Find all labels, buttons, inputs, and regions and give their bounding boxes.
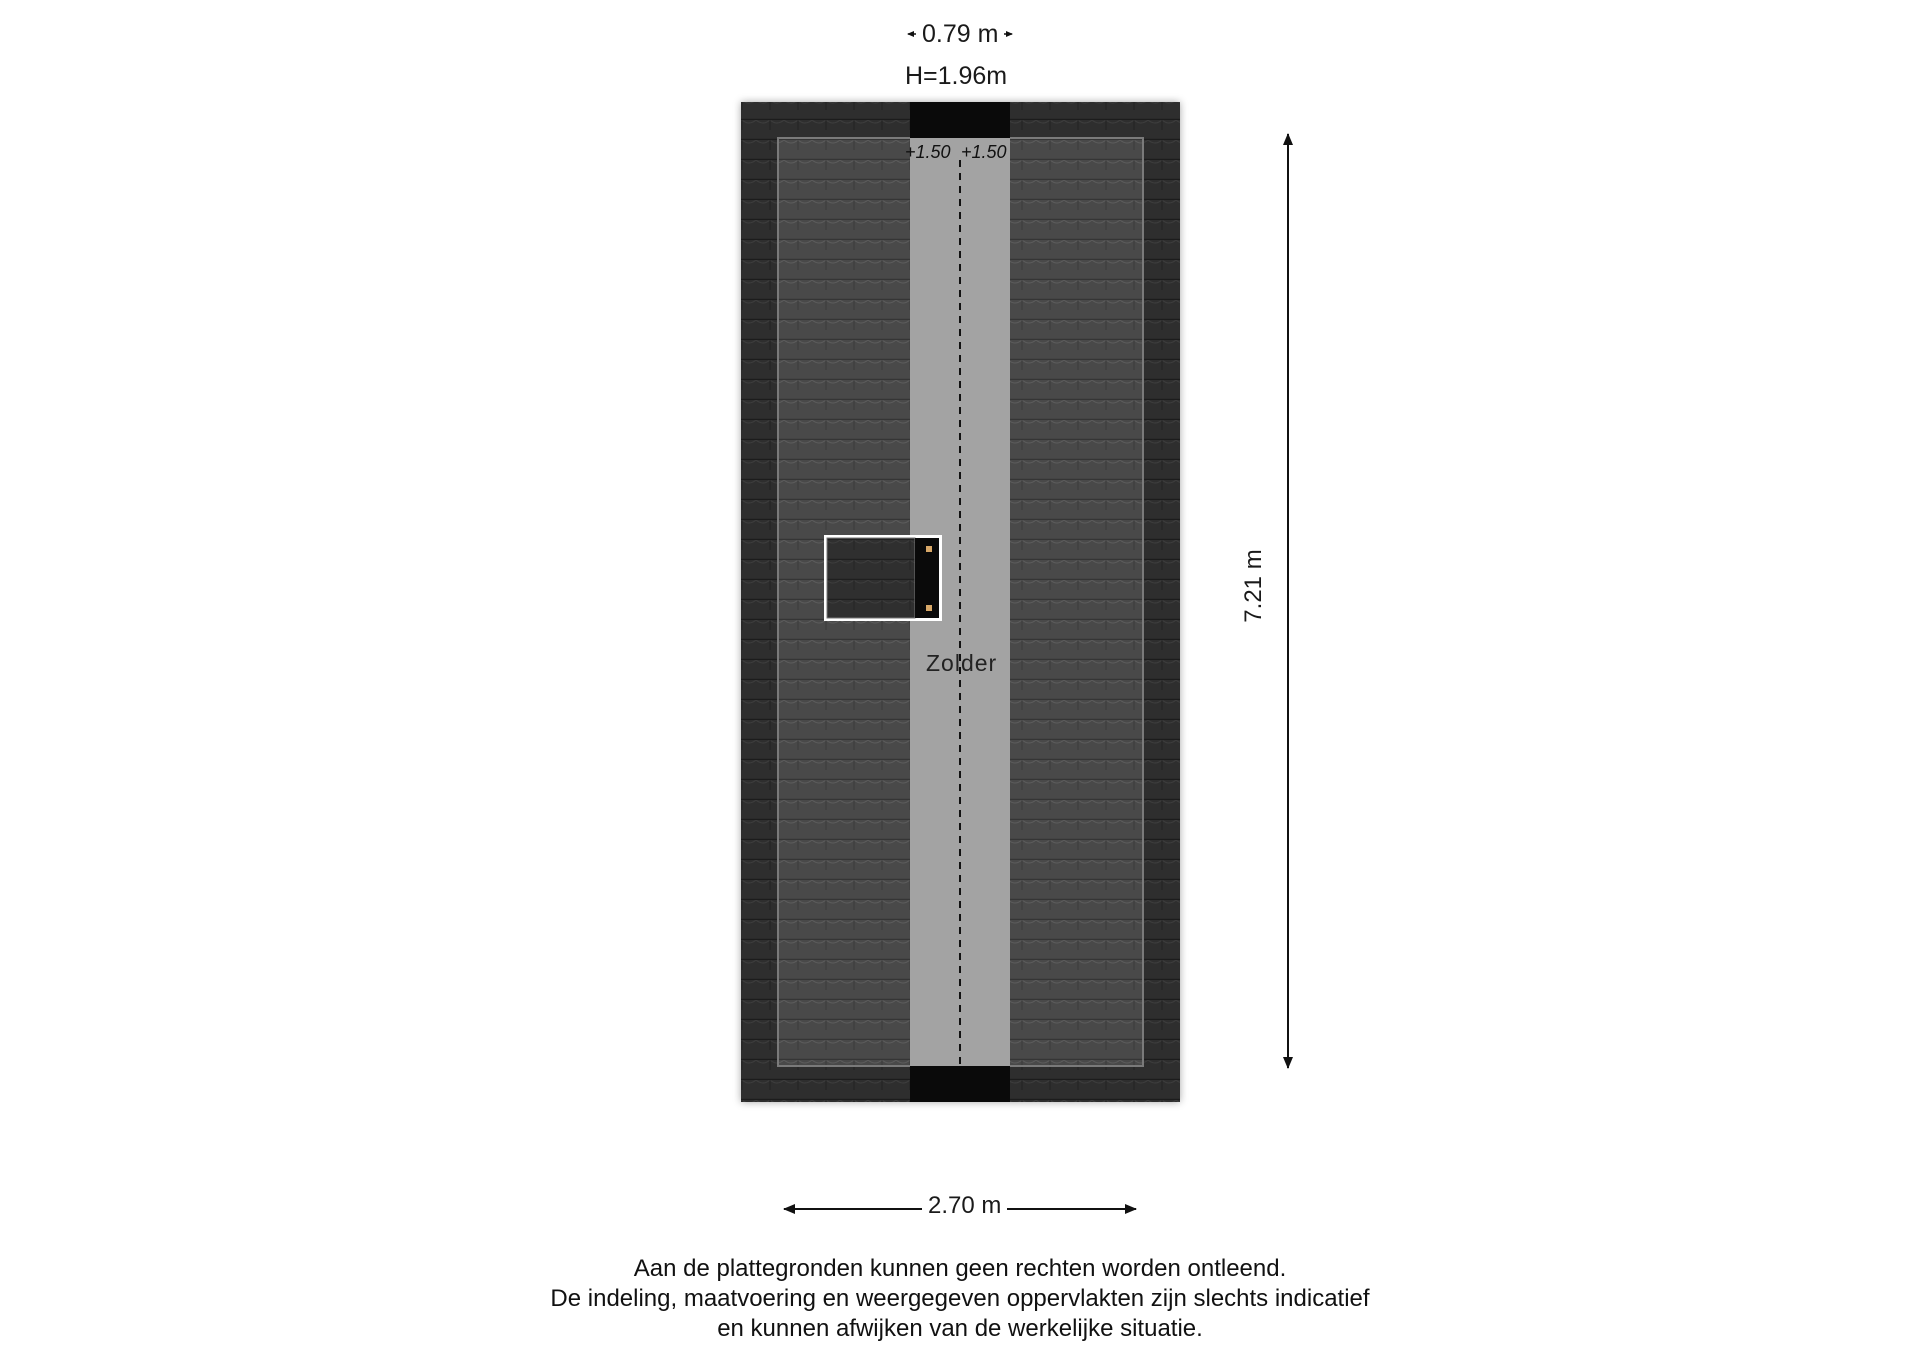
disclaimer-line-3: en kunnen afwijken van de werkelijke situatie. — [717, 1315, 1203, 1342]
gable-opening-bottom — [910, 1066, 1010, 1102]
level-marker-left: +1.50 — [905, 142, 951, 162]
disclaimer — [0, 1254, 1920, 1344]
room-label-zolder: Zolder — [926, 650, 998, 676]
right-length-dimension: 7.21 m — [1240, 543, 1268, 628]
top-width-dimension: 0.79 m — [922, 20, 999, 48]
disclaimer-line-2: De indeling, maatvoering en weergegeven oppervlakten zijn slechts indicatief — [550, 1285, 1370, 1312]
level-marker-right: +1.50 — [961, 142, 1007, 162]
disclaimer-line-1: Aan de plattegronden kunnen geen rechten worden ontleend. — [633, 1255, 1287, 1282]
bottom-width-dimension: 2.70 m — [922, 1192, 1007, 1220]
roof-hatch-icon — [824, 535, 942, 621]
roof-tiles-right — [1010, 138, 1143, 1066]
gable-opening-top — [910, 102, 1010, 138]
top-height-dimension: H=1.96m — [905, 62, 1008, 90]
